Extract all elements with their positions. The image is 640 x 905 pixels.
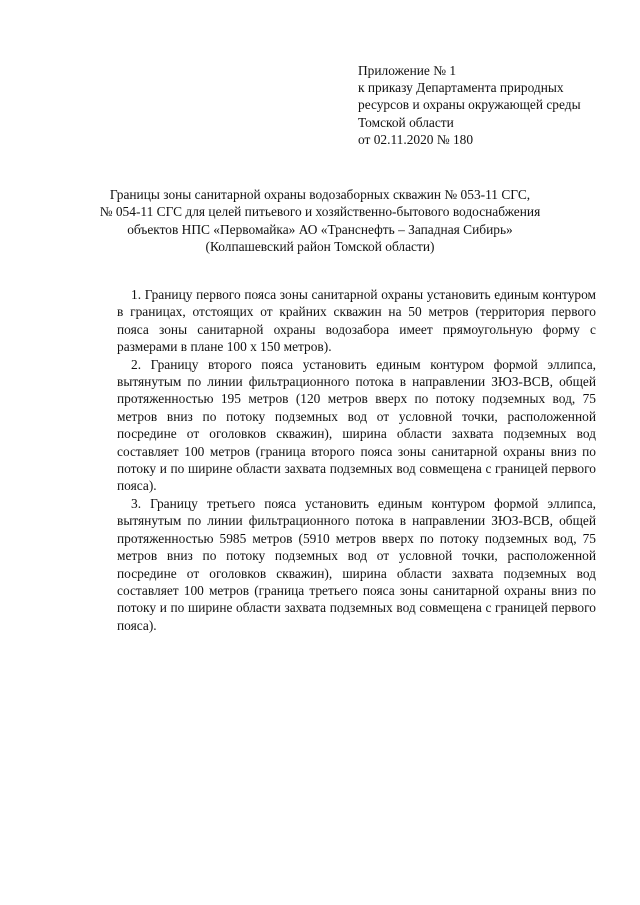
paragraph-first-zone: 1. Границу первого пояса зоны санитарной охраны установить единым контуром в границах, отстоящих от крайних скважин на 50 метров (территория первого пояса зоны санитарной охраны водозабора имеет прямоугольную форму с размерами в плане 100 x 150 метров). [117,287,596,355]
appendix-line: от 02.11.2020 № 180 [358,131,474,147]
appendix-line: Томской области [358,114,454,130]
document-body [117,286,596,634]
title-line: объектов НПС «Первомайка» АО «Транснефть – Западная Сибирь» [127,221,513,237]
appendix-line: ресурсов и охраны окружающей среды [358,97,581,113]
document-title [90,186,550,255]
appendix-header [358,62,618,148]
appendix-line: Приложение № 1 [358,63,457,78]
appendix-line: к приказу Департамента природных [358,80,564,96]
title-line: № 054-11 СГС для целей питьевого и хозяйственно-бытового водоснабжения [99,204,541,220]
paragraph-third-zone: 3. Границу третьего пояса установить единым контуром формой эллипса, вытянутым по линии фильтрационного потока в направлении ЗЮЗ-ВСВ, общей протяженностью 5985 метров (5910 метров вверх по потоку подземных вод, 75 метров вниз по потоку подземных вод от условной точки, расположенной посредине от оголовков скважин), ширина области захвата подземных вод составляет 100 метров (граница третьего пояса зоны санитарной охраны вниз по потоку и по ширине области захвата подземных вод совмещена с границей первого пояса). [117,495,596,633]
title-line: (Колпашевский район Томской области) [205,238,435,254]
title-line: Границы зоны санитарной охраны водозаборных скважин № 053-11 СГС, [109,187,531,202]
paragraph-second-zone: 2. Границу второго пояса установить единым контуром формой эллипса, вытянутым по линии фильтрационного потока в направлении ЗЮЗ-ВСВ, общей протяженностью 195 метров (120 метров вверх по потоку подземных вод, 75 метров вниз по потоку подземных вод от условной точки, расположенной посредине от оголовков скважин), ширина области захвата подземных вод составляет 100 метров (граница второго пояса зоны санитарной охраны вниз по потоку и по ширине области захвата подземных вод совмещена с границей первого пояса). [117,356,596,494]
